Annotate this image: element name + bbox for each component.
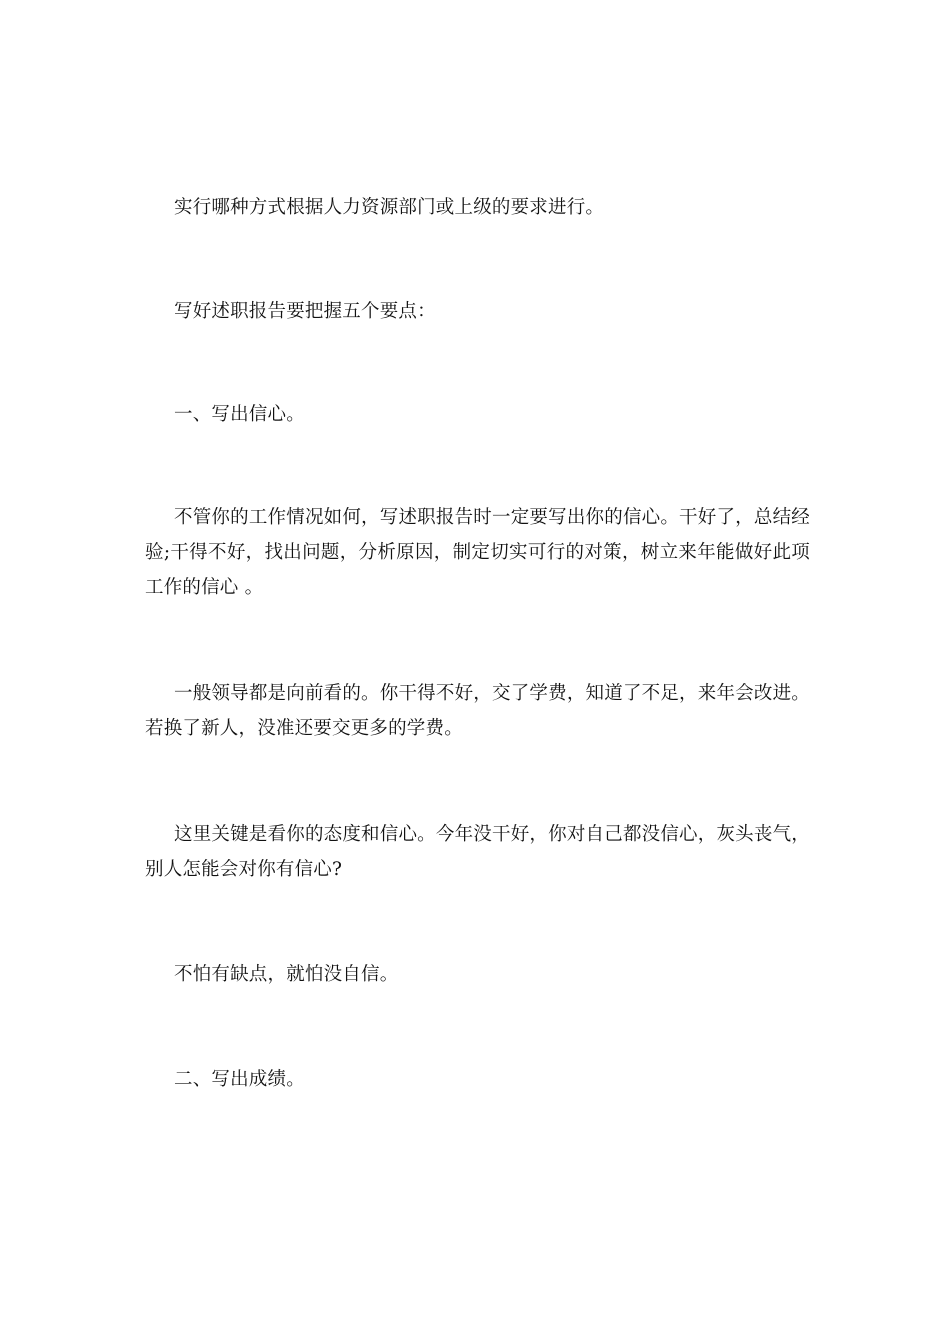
paragraph-attitude: 这里关键是看你的态度和信心。今年没干好，你对自己都没信心，灰头丧气，别人怎能会对你有信心? xyxy=(145,824,810,880)
section-heading-confidence: 一、写出信心。 xyxy=(174,404,305,425)
paragraph-method: 实行哪种方式根据人力资源部门或上级的要求进行。 xyxy=(174,197,605,218)
paragraph-confidence-body: 不管你的工作情况如何，写述职报告时一定要写出你的信心。干好了，总结经验;干得不好，找出问题，分析原因，制定切实可行的对策，树立来年能做好此项工作的信心 。 xyxy=(145,507,810,598)
paragraph-five-points-intro: 写好述职报告要把握五个要点： xyxy=(174,301,436,322)
paragraph-self-confidence: 不怕有缺点，就怕没自信。 xyxy=(174,964,399,985)
section-heading-achievements: 二、写出成绩。 xyxy=(174,1069,305,1090)
paragraph-leaders-look-forward: 一般领导都是向前看的。你干得不好，交了学费，知道了不足，来年会改进。若换了新人，没准还要交更多的学费。 xyxy=(145,683,810,739)
